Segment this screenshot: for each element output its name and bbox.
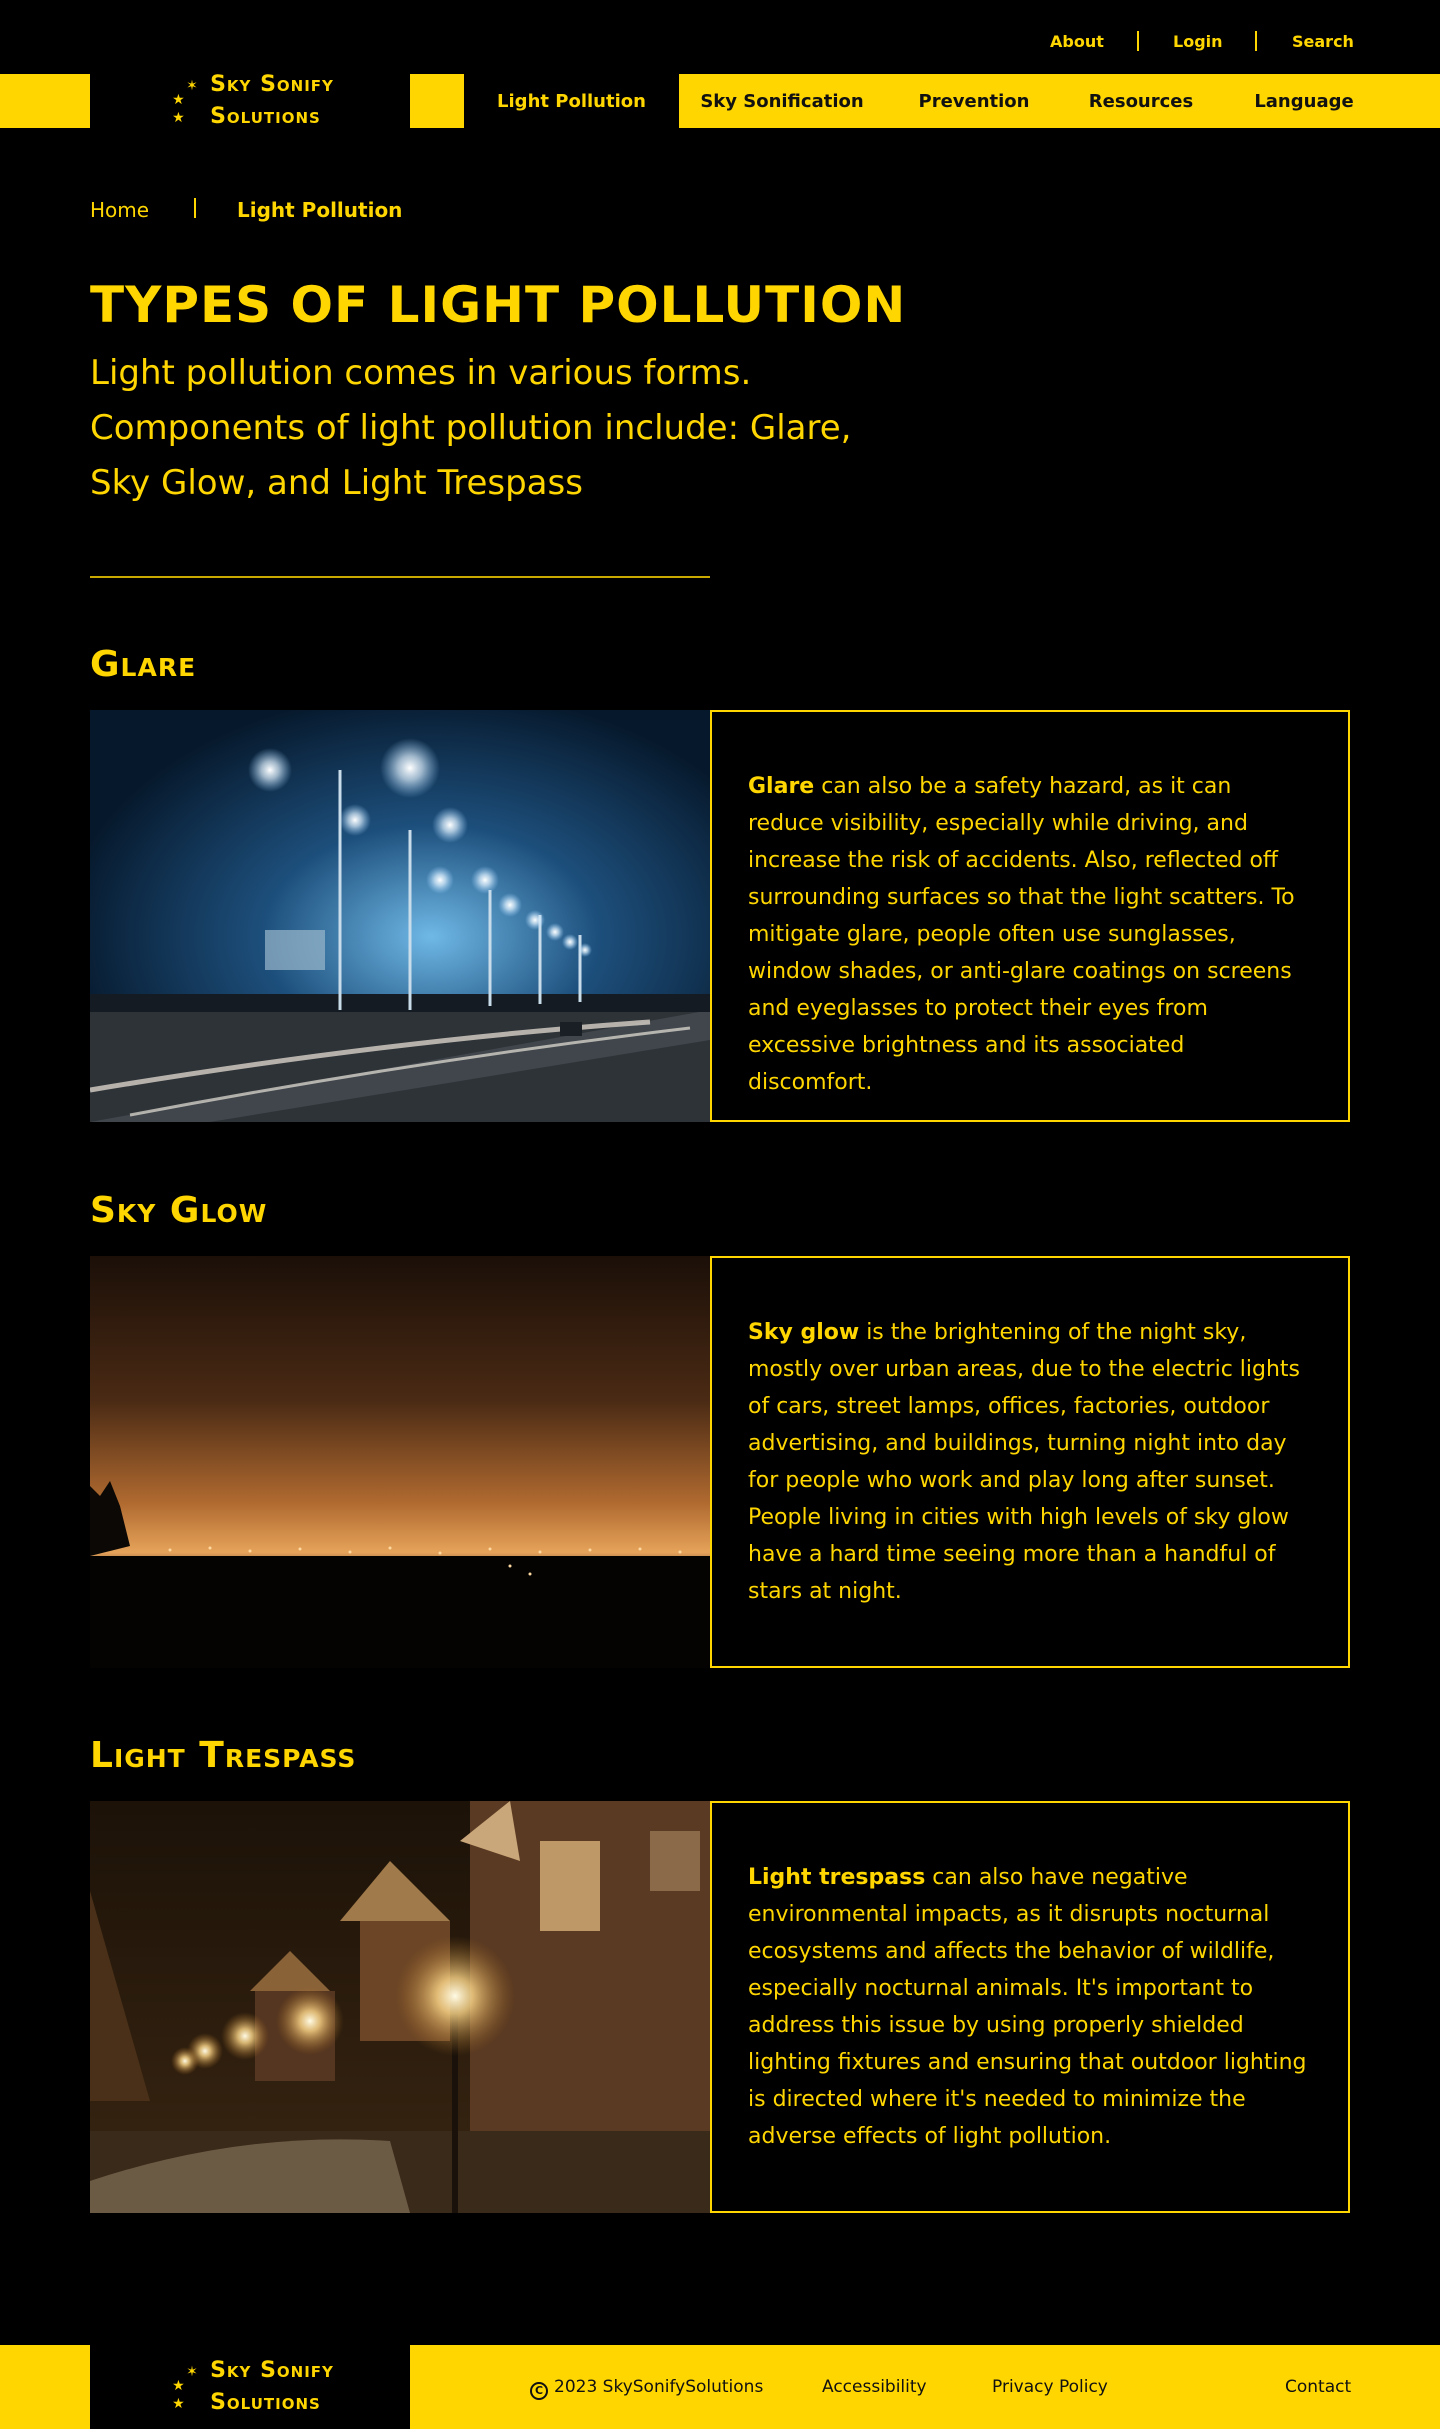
- intro-text: Light pollution comes in various forms. Components of light pollution include: Glare, Sky Glow, and Light Trespass: [90, 353, 852, 503]
- contact-link[interactable]: Contact: [1285, 2377, 1352, 2397]
- breadcrumb-separator: [194, 198, 196, 218]
- utility-separator: [1137, 31, 1139, 51]
- nav-label: Light Pollution: [497, 90, 646, 112]
- sky-glow-description: [710, 1256, 1350, 1668]
- breadcrumb-home[interactable]: Home: [90, 198, 150, 222]
- glare-description: [710, 710, 1350, 1122]
- nav-language[interactable]: [1238, 74, 1370, 128]
- nav-resources[interactable]: [1074, 74, 1208, 128]
- page-title: TYPES OF LIGHT POLLUTION: [90, 276, 907, 334]
- login-link[interactable]: Login: [1173, 32, 1223, 51]
- utility-separator: [1255, 31, 1257, 51]
- stars-icon: ✶ ★ ★: [172, 78, 198, 126]
- footer-logo[interactable]: [90, 2345, 410, 2429]
- breadcrumb-current: Light Pollution: [237, 198, 403, 222]
- sky-glow-text: [748, 1314, 1312, 1610]
- logo-line-2: Solutions: [210, 2390, 321, 2415]
- light-trespass-photo: [90, 1801, 710, 2213]
- glare-lead: Glare: [748, 774, 815, 799]
- nav-prevention[interactable]: [904, 74, 1044, 128]
- nav-label: Sky Sonification: [700, 90, 864, 112]
- about-link[interactable]: About: [1050, 32, 1104, 51]
- logo-line-1: Sky Sonify: [210, 72, 334, 97]
- logo-text: [210, 69, 334, 133]
- sky-glow-lead: Sky glow: [748, 1320, 860, 1345]
- glare-photo: [90, 710, 710, 1122]
- header-band: [0, 74, 1440, 128]
- light-trespass-body: can also have negative environmental impacts, as it disrupts nocturnal ecosystems and affects the behavior of wildlife, especially nocturnal animals. It's important to address this issue by using properly shielded lighting fixtures and ensuring that outdoor lighting is directed where it's needed to minimize the adverse effects of light pollution.: [748, 1865, 1307, 2149]
- section-title-glare: Glare: [90, 644, 197, 685]
- copyright-icon: C: [530, 2382, 548, 2400]
- nav-sky-sonification[interactable]: [690, 74, 874, 128]
- site-logo[interactable]: [90, 66, 410, 136]
- nav-label: Prevention: [918, 90, 1030, 112]
- nav-label: Resources: [1088, 90, 1194, 112]
- logo-line-1: Sky Sonify: [210, 2358, 334, 2383]
- section-title-sky-glow: Sky Glow: [90, 1190, 268, 1231]
- highway-streetlights-image: [90, 710, 710, 1122]
- privacy-policy-link[interactable]: Privacy Policy: [992, 2377, 1108, 2397]
- footer-logo-text: [210, 2355, 334, 2419]
- light-trespass-text: [748, 1859, 1312, 2155]
- accessibility-link[interactable]: Accessibility: [822, 2377, 927, 2397]
- copyright: [530, 2377, 763, 2400]
- glare-text: [748, 768, 1312, 1101]
- houses-streetlight-image: [90, 1801, 710, 2213]
- light-trespass-description: [710, 1801, 1350, 2213]
- sky-glow-body: is the brightening of the night sky, mostly over urban areas, due to the electric lights of cars, street lamps, offices, factories, outdoor advertising, and buildings, turning night into day for people who work and play long after sunset. People living in cities with high levels of sky glow have a hard time seeing more than a handful of stars at night.: [748, 1320, 1301, 1604]
- light-trespass-lead: Light trespass: [748, 1865, 926, 1890]
- section-title-light-trespass: Light Trespass: [90, 1735, 357, 1776]
- glare-body: can also be a safety hazard, as it can reduce visibility, especially while driving, and increase the risk of accidents. Also, reflected off surrounding surfaces so that the light scatters. To mitigate glare, people often use sunglasses, window shades, or anti-glare coatings on screens and eyeglasses to protect their eyes from excessive brightness and its associated discomfort.: [748, 774, 1295, 1095]
- copyright-text: 2023 SkySonifySolutions: [554, 2377, 764, 2397]
- nav-label: Language: [1254, 90, 1354, 112]
- search-link[interactable]: Search: [1292, 32, 1354, 51]
- utility-bar: [0, 0, 1440, 74]
- sky-glow-photo: [90, 1256, 710, 1668]
- nav-light-pollution[interactable]: [464, 74, 679, 128]
- logo-line-2: Solutions: [210, 104, 321, 129]
- footer: [0, 2345, 1440, 2429]
- divider: [90, 576, 710, 578]
- stars-icon: ✶ ★ ★: [172, 2364, 198, 2412]
- city-sky-glow-image: [90, 1256, 710, 1668]
